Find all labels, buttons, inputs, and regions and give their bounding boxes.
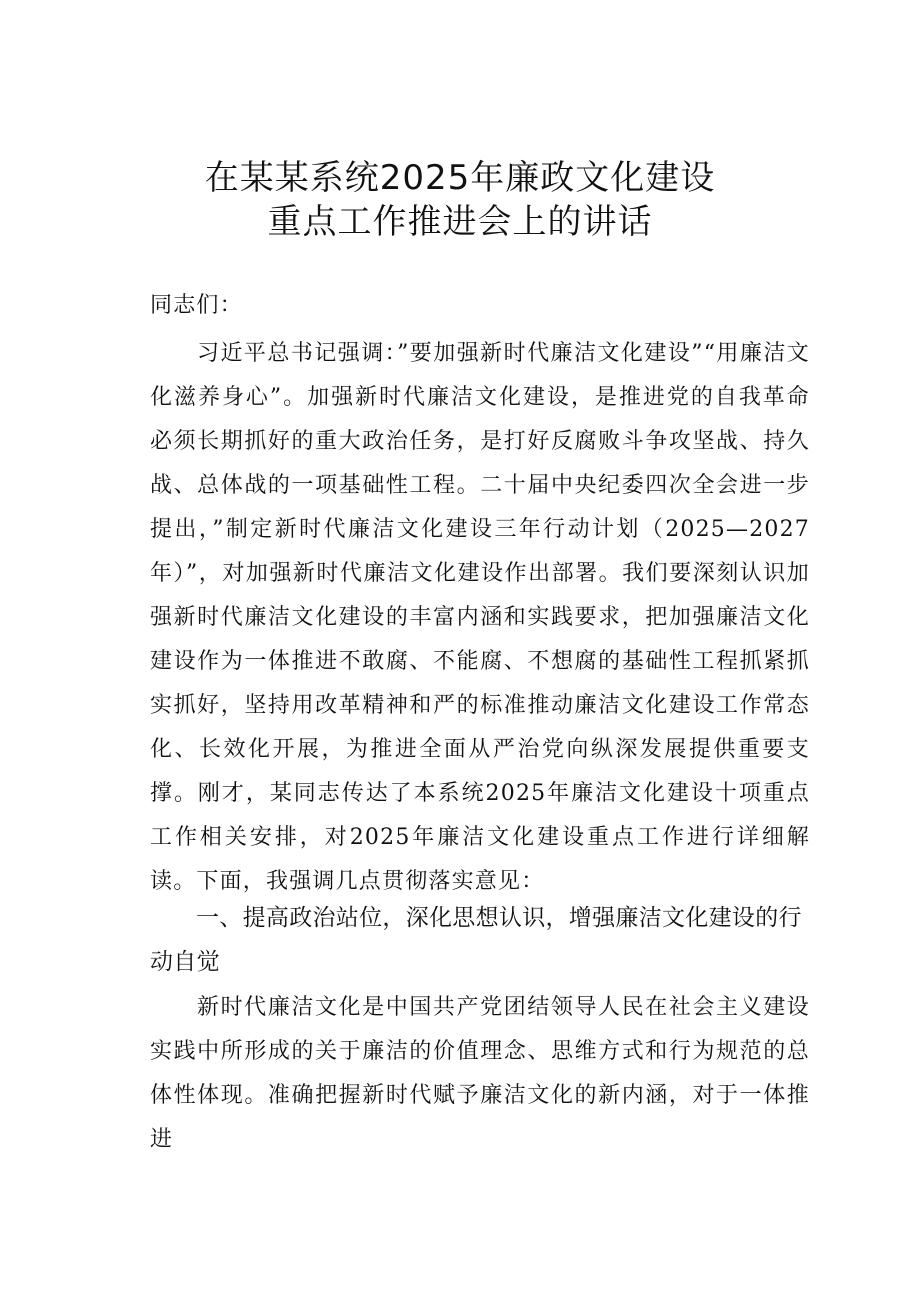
paragraph-1: 习近平总书记强调：”要加强新时代廉洁文化建设”“用廉洁文化滋养身心”。加强新时代廉洁文化建设，是推进党的自我革命必须长期抓好的重大政治任务，是打好反腐败斗争攻坚战、持久战、总体战的一项基础性工程。二十届中央纪委四次全会进一步提出，”制定新时代廉洁文化建设三年行动计划（2025—2027年）”，对加强新时代廉洁文化建设作出部署。我们要深刻认识加强新时代廉洁文化建设的丰富内涵和实践要求，把加强廉洁文化建设作为一体推进不敢腐、不能腐、不想腐的基础性工程抓紧抓实抓好，坚持用改革精神和严的标准推动廉洁文化建设工作常态化、长效化开展，为推进全面从严治党向纵深发展提供重要支撑。刚才，某同志传达了本系统2025年廉洁文化建设十项重点工作相关安排，对2025年廉洁文化建设重点工作进行详细解读。下面，我强调几点贯彻落实意见： [150, 341, 810, 894]
paragraph-2: 新时代廉洁文化是中国共产党团结领导人民在社会主义建设实践中所形成的关于廉洁的价值理念、思维方式和行为规范的总体性体现。准确把握新时代赋予廉洁文化的新内涵，对于一体推进 [150, 995, 810, 1152]
section-heading-1: 一、提高政治站位，深化思想认识，增强廉洁文化建设的行动自觉 [150, 905, 802, 975]
document-title-line-2: 重点工作推进会上的讲话 [267, 202, 653, 242]
document-title-line-1: 在某某系统2025年廉政文化建设 [204, 158, 716, 198]
greeting: 同志们： [150, 293, 243, 318]
